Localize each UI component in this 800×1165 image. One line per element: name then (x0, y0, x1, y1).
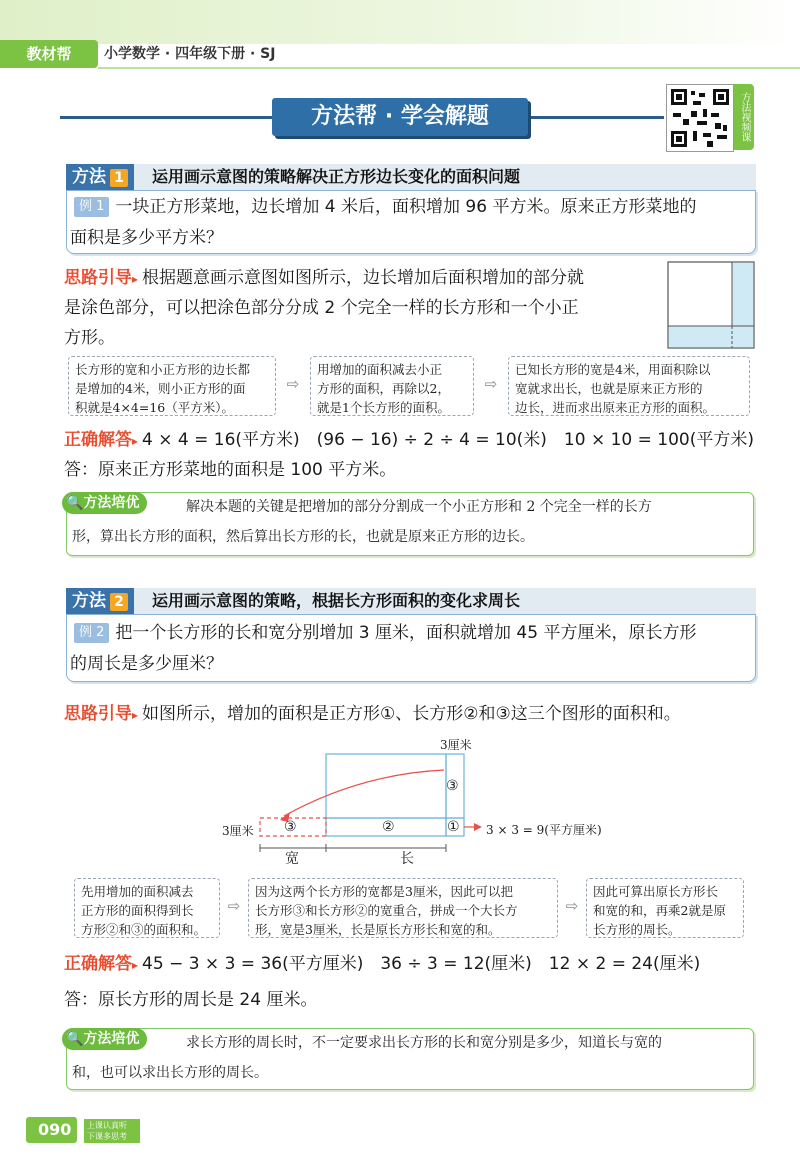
m2-step-1-l1: 先用增加的面积减去 (81, 884, 194, 899)
diagram-left-label: 3厘米 (222, 824, 254, 838)
think2-line1 (64, 698, 784, 732)
diagram-length-label: 长 (400, 851, 414, 867)
method2-number: 2 (110, 593, 128, 611)
m2-step-3-l1: 因此可算出原长方形长 (593, 884, 719, 899)
think1-label: 思路引导 (64, 268, 132, 288)
m2-step-1-l3: 方形②和③的面积和。 (81, 922, 207, 937)
example1-text1: 一块正方形菜地，边长增加 4 米后，面积增加 96 平方米。原来正方形菜地的 (115, 197, 697, 217)
page-number: 090 (26, 1117, 77, 1143)
method2-label (66, 588, 134, 614)
example2-line1 (74, 617, 754, 650)
m1-step-3-l2: 宽就求出长，也就是原来正方形的 (515, 381, 703, 396)
m1-step-1-l1: 长方形的宽和小正方形的边长都 (75, 362, 251, 377)
m2-step-3 (586, 878, 744, 938)
think1-line1 (64, 262, 664, 296)
tip2-label: 方法培优 (83, 1031, 140, 1047)
m2-step-1-l2: 正方形的面积得到长 (81, 903, 194, 918)
section-title: 方法帮 · 学会解题 (272, 98, 528, 136)
example2-line2: 的周长是多少厘米？ (70, 654, 223, 674)
diagram-region-3-right: ③ (446, 778, 459, 794)
answer2-label: 正确解答 (64, 954, 132, 974)
header-band (0, 0, 800, 44)
original-rectangle (326, 754, 446, 818)
m2-step-3-l3: 长方形的周长。 (593, 922, 681, 937)
tip1-line2: 形，算出长方形的面积，然后算出长方形的长，也就是原来正方形的边长。 (72, 529, 534, 545)
method2-label-text: 方法 (72, 591, 106, 611)
qr-code-icon[interactable] (666, 84, 734, 152)
method1-number: 1 (110, 169, 128, 187)
m2-step-2-l1: 因为这两个长方形的宽都是3厘米，因此可以把 (255, 884, 513, 899)
think2-label: 思路引导 (64, 704, 132, 724)
think1-arrow-icon: ▸ (132, 272, 139, 286)
m1-step-1-l2: 是增加的4米，则小正方形的面 (75, 381, 246, 396)
m1-step-1 (68, 356, 276, 416)
m2-arrow-right-icon-1: ⇨ (227, 897, 241, 915)
m1-arrow-right-icon-2: ⇨ (484, 375, 498, 393)
diagram-region-2: ② (382, 819, 395, 835)
tip2-tag (62, 1028, 147, 1050)
m2-step-2-l3: 形，宽是3厘米，长是原长方形长和宽的和。 (255, 922, 501, 937)
tip2-line2: 和，也可以求出长方形的周长。 (72, 1065, 268, 1081)
page-motto: 上课认真听 下课多思考 (84, 1119, 140, 1143)
m2-step-2-l2: 长方形③和长方形②的宽重合，拼成一个大长方 (255, 903, 518, 918)
m2-arrow-right-icon-2: ⇨ (565, 897, 579, 915)
answer1-formula: 4 × 4 = 16(平方米) (96 − 16) ÷ 2 ÷ 4 = 10(米) 10 × 10 = 100(平方米) (142, 430, 755, 450)
tip1-tag (62, 492, 147, 514)
answer2-text: 答：原长方形的周长是 24 厘米。 (64, 990, 318, 1010)
answer1-line (64, 424, 784, 458)
method2-title: 运用画示意图的策略，根据长方形面积的变化求周长 (152, 591, 521, 610)
m1-step-2-l3: 就是1个长方形的面积。 (317, 400, 450, 415)
example2-text1: 把一个长方形的长和宽分别增加 3 厘米，面积就增加 45 平方厘米，原长方形 (115, 623, 697, 643)
m1-step-3-l1: 已知长方形的宽是4米，用面积除以 (515, 362, 711, 377)
tip1-line1: 解决本题的关键是把增加的部分分割成一个小正方形和 2 个完全一样的长方 (186, 499, 652, 515)
magnifier-icon: 🔍 (66, 1031, 84, 1047)
book-title: 小学数学 · 四年级下册 · SJ (104, 46, 276, 62)
m1-step-2-l1: 用增加的面积减去小正 (317, 362, 443, 377)
answer1-arrow-icon: ▸ (132, 434, 139, 448)
method1-label-text: 方法 (72, 167, 106, 187)
example1-line1 (74, 191, 754, 224)
m2-step-2 (248, 878, 558, 938)
diagram-region-1: ① (447, 819, 460, 835)
header-divider (98, 67, 800, 69)
answer1-label: 正确解答 (64, 430, 132, 450)
m1-step-2 (310, 356, 474, 416)
answer2-arrow-icon: ▸ (132, 958, 139, 972)
brand-tab: 教材帮 (0, 40, 98, 68)
m1-step-1-l3: 积就是4×4=16（平方米）。 (75, 400, 235, 415)
qr-video-tag: 方法视频课 (734, 84, 754, 150)
answer2-line (64, 948, 784, 982)
diagram-top-label: 3厘米 (440, 738, 472, 752)
m1-step-3-l3: 边长，进而求出原来正方形的面积。 (515, 400, 716, 415)
m1-arrow-right-icon-1: ⇨ (286, 375, 300, 393)
m2-step-1 (74, 878, 220, 938)
move-arrow (284, 770, 444, 816)
think2-text1: 如图所示，增加的面积是正方形①、长方形②和③这三个图形的面积和。 (142, 704, 681, 724)
square-growth-diagram (666, 260, 758, 352)
m1-step-2-l2: 方形的面积，再除以2， (317, 381, 450, 396)
m2-step-3-l2: 和宽的和，再乘2就是原 (593, 903, 726, 918)
think1-line2: 是涂色部分，可以把涂色部分分成 2 个完全一样的长方形和一个小正 (64, 298, 579, 318)
shaded-strip-bottom (668, 326, 754, 348)
think2-arrow-icon: ▸ (132, 708, 139, 722)
diagram-calc: 3 × 3 = 9(平方厘米) (486, 823, 602, 837)
example1-tag: 例 1 (74, 197, 109, 217)
answer2-formula: 45 − 3 × 3 = 36(平方厘米) 36 ÷ 3 = 12(厘米) 12 × 2 = 24(厘米) (142, 954, 701, 974)
think1-line3: 方形。 (64, 328, 115, 348)
example1-line2: 面积是多少平方米？ (70, 228, 223, 248)
magnifier-icon: 🔍 (66, 495, 84, 511)
m1-step-3 (508, 356, 750, 416)
answer1-text: 答：原来正方形菜地的面积是 100 平方米。 (64, 460, 397, 480)
tip1-label: 方法培优 (83, 495, 140, 511)
tip2-line1: 求长方形的周长时，不一定要求出长方形的长和宽分别是多少，知道长与宽的 (186, 1035, 662, 1051)
method1-title: 运用画示意图的策略解决正方形边长变化的面积问题 (152, 167, 521, 186)
think1-text1: 根据题意画示意图如图所示，边长增加后面积增加的部分就 (142, 268, 585, 288)
example2-tag: 例 2 (74, 623, 109, 643)
method1-label (66, 164, 134, 190)
diagram-region-3-moved: ③ (284, 819, 297, 835)
diagram-width-label: 宽 (285, 851, 299, 867)
